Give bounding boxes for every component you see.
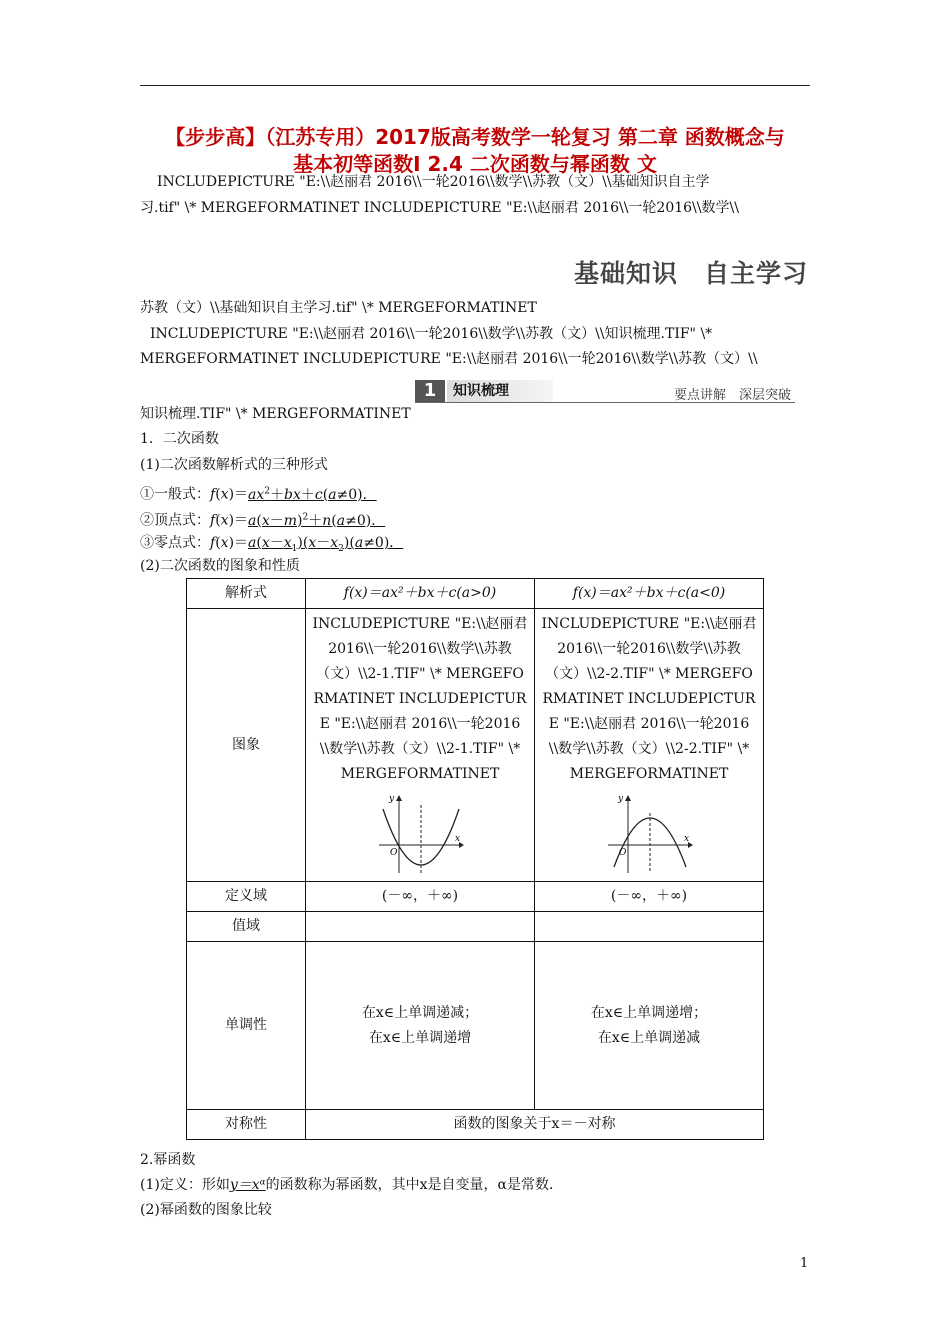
monotonicity-left-line-2: 在x∈上单调递增 <box>368 1029 472 1046</box>
power-definition-suffix: 的函数称为幂函数，其中x是自变量，α是常数． <box>265 1177 563 1193</box>
field-code-line-6: 知识梳理.TIF" \* MERGEFORMATINET <box>140 406 411 422</box>
section-2-2-heading: (2)幂函数的图象比较 <box>140 1202 272 1218</box>
knowledge-banner <box>415 380 795 402</box>
banner-rule <box>415 402 795 403</box>
domain-label: 定义域 <box>187 882 306 912</box>
y-axis-arrow <box>396 795 402 801</box>
monotonicity-right-line-1: 在x∈上单调递增； <box>590 1004 708 1021</box>
section-header: 基础知识 自主学习 <box>573 259 808 288</box>
y-axis-arrow <box>625 795 631 801</box>
x-axis-label: x <box>684 834 690 844</box>
section-1-1-heading: (1)二次函数解析式的三种形式 <box>140 457 328 473</box>
upward-parabola-graph <box>375 793 465 875</box>
power-definition-prefix: (1)定义：形如 <box>140 1177 230 1193</box>
title-line-1: 【步步高】（江苏专用）2017版高考数学一轮复习 第二章 函数概念与 <box>165 125 785 149</box>
y-axis-label: y <box>618 794 624 804</box>
general-form-line: ①一般式：$f(x)=ax^2+bx+c(a\ne 0)$． <box>140 486 377 503</box>
graph-field-code-left: INCLUDEPICTURE "E:\\赵丽君 2016\\一轮2016\\数学\\苏教（文）\\2-1.TIF" \* MERGEFORMATINET INCLUDEPICTURE "E:\\赵丽君 2016\\一轮2016\\数学\\苏教（文）\\2-1.TIF" \* MERGEFORMATINET <box>312 616 528 782</box>
monotonicity-right-line-2: 在x∈上单调递减 <box>597 1029 701 1046</box>
range-left <box>306 912 535 942</box>
table-row-graph <box>187 609 764 882</box>
zero-form-label: ③零点式： <box>140 535 210 551</box>
symmetry-label: 对称性 <box>187 1110 306 1140</box>
domain-left: (－∞，＋∞) <box>306 882 535 912</box>
section-2-heading: 2.幂函数 <box>140 1152 196 1168</box>
field-code-line-3: 苏教（文）\\基础知识自主学习.tif" \* MERGEFORMATINET <box>140 300 537 316</box>
banner-subtitle: 要点讲解 深层突破 <box>673 388 791 403</box>
symmetry-value: 函数的图象关于x＝－对称 <box>306 1110 764 1140</box>
monotonicity-label: 单调性 <box>187 942 306 1110</box>
top-rule <box>140 85 810 86</box>
banner-number: 1 <box>415 380 445 402</box>
field-code-line-4: INCLUDEPICTURE "E:\\赵丽君 2016\\一轮2016\\数学\\苏教（文）\\知识梳理.TIF" \* <box>150 326 713 342</box>
table-row-symmetry <box>187 1110 764 1140</box>
graph-row-label: 图象 <box>187 609 306 882</box>
graph-cell-upward <box>306 609 535 882</box>
domain-right: (－∞，＋∞) <box>535 882 764 912</box>
quadratic-properties-table <box>186 578 764 1140</box>
monotonicity-right <box>535 942 764 1110</box>
document-title <box>140 124 810 178</box>
page-number: 1 <box>800 1256 809 1271</box>
header-cell-formula: 解析式 <box>187 579 306 609</box>
origin-label: O <box>390 848 398 858</box>
power-definition-formula: y＝xᵅ <box>229 1177 266 1193</box>
range-label: 值域 <box>187 912 306 942</box>
title-line-2: 基本初等函数Ⅰ 2.4 二次函数与幂函数 文 <box>293 152 657 176</box>
section-1-2-heading: (2)二次函数的图象和性质 <box>140 558 300 574</box>
field-code-line-2: 习.tif" \* MERGEFORMATINET INCLUDEPICTURE "E:\\赵丽君 2016\\一轮2016\\数学\\ <box>140 200 739 216</box>
header-cell-a-positive: f(x)＝ax²＋bx＋c(a>0) <box>306 579 535 609</box>
table-row-domain <box>187 882 764 912</box>
header-cell-a-negative: f(x)＝ax²＋bx＋c(a<0) <box>535 579 764 609</box>
field-code-line-1: INCLUDEPICTURE "E:\\赵丽君 2016\\一轮2016\\数学\\苏教（文）\\基础知识自主学 <box>157 174 710 190</box>
y-axis-label: y <box>389 794 395 804</box>
graph-cell-downward <box>535 609 764 882</box>
vertex-form-line: ②顶点式：$f(x)=a(x-m)^2+n(a\ne 0)$． <box>140 512 386 529</box>
field-code-line-5: MERGEFORMATINET INCLUDEPICTURE "E:\\赵丽君 2016\\一轮2016\\数学\\苏教（文）\\ <box>140 351 758 367</box>
x-axis-label: x <box>455 834 461 844</box>
table-row-header <box>187 579 764 609</box>
banner-label: 知识梳理 <box>447 380 553 402</box>
general-form-label: ①一般式： <box>140 486 210 503</box>
monotonicity-left-line-1: 在x∈上单调递减； <box>361 1004 479 1021</box>
downward-parabola-graph <box>604 793 694 875</box>
graph-field-code-right: INCLUDEPICTURE "E:\\赵丽君 2016\\一轮2016\\数学\\苏教（文）\\2-2.TIF" \* MERGEFORMATINET INCLUDEPICTURE "E:\\赵丽君 2016\\一轮2016\\数学\\苏教（文）\\2-2.TIF" \* MERGEFORMATINET <box>541 616 757 782</box>
vertex-form-label: ②顶点式： <box>140 512 210 529</box>
power-definition-line <box>140 1175 563 1195</box>
origin-label: O <box>619 848 627 858</box>
table-row-range <box>187 912 764 942</box>
section-1-heading: 1．二次函数 <box>140 431 219 447</box>
monotonicity-left <box>306 942 535 1110</box>
range-right <box>535 912 764 942</box>
table-row-monotonicity <box>187 942 764 1110</box>
zero-form-line: ③零点式：$f(x)=a(x-x_1)(x-x_2)(a\ne 0)$． <box>140 535 404 554</box>
